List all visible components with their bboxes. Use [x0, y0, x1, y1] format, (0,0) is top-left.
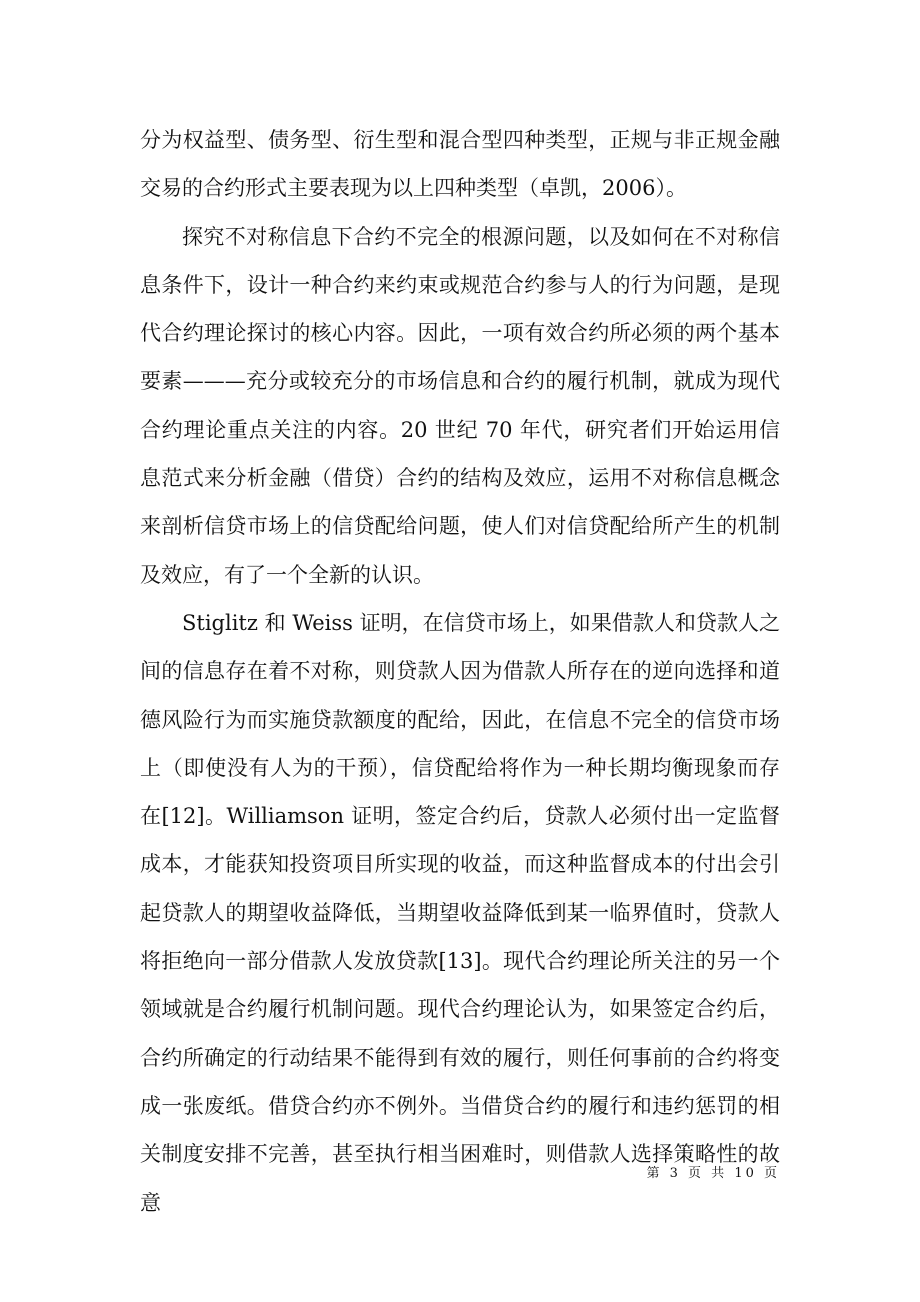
- page-number-footer: 第 3 页 共 10 页: [646, 1166, 780, 1181]
- paragraph-contract-theory: 探究不对称信息下合约不完全的根源问题，以及如何在不对称信息条件下，设计一种合约来约束或规范合约参与人的行为问题，是现代合约理论探讨的核心内容。因此，一项有效合约所必须的两个基本要素———充分或较充分的市场信息和合约的履行机制，就成为现代合约理论重点关注的内容。20 世纪 70 年代，研究者们开始运用信息范式来分析金融（借贷）合约的结构及效应，运用不对称信息概念来剖析信贷市场上的信贷配给问题，使人们对信贷配给所产生的机制及效应，有了一个全新的认识。: [140, 224, 780, 587]
- paragraph-stiglitz-weiss: Stiglitz 和 Weiss 证明，在信贷市场上，如果借款人和贷款人之间的信息存在着不对称，则贷款人因为借款人所存在的逆向选择和道德风险行为而实施贷款额度的配给，因此，在信息不完全的信贷市场上（即使没有人为的干预），信贷配给将作为一种长期均衡现象而存在[12]。Williamson 证明，签定合约后，贷款人必须付出一定监督成本，才能获知投资项目所实现的收益，而这种监督成本的付出会引起贷款人的期望收益降低，当期望收益降低到某一临界值时，贷款人将拒绝向一部分借款人发放贷款[13]。现代合约理论所关注的另一个领域就是合约履行机制问题。现代合约理论认为，如果签定合约后，合约所确定的行动结果不能得到有效的履行，则任何事前的合约将变成一张废纸。借贷合约亦不例外。当借贷合约的履行和违约惩罚的相关制度安排不完善，甚至执行相当困难时，则借款人选择策略性的故意: [140, 610, 780, 1215]
- paragraph-continuation: 分为权益型、债务型、衍生型和混合型四种类型，正规与非正规金融交易的合约形式主要表现为以上四种类型（卓凯，2006）。: [140, 128, 780, 201]
- body-text: [140, 116, 780, 1227]
